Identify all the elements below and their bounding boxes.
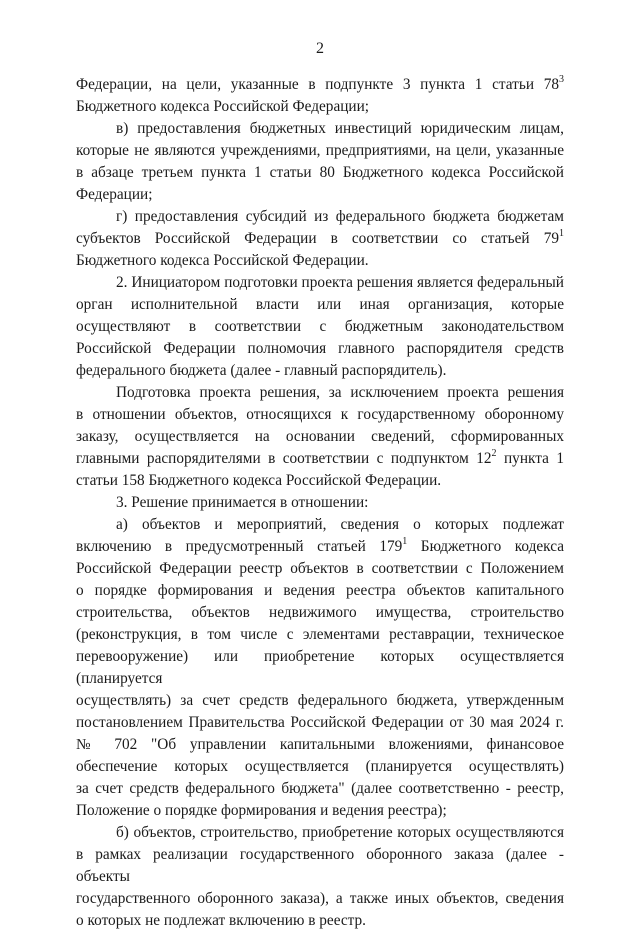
text-segment: постановлением Правительства Российской Федерации от 30 мая 2024 г.: [76, 714, 564, 731]
text-line: [76, 690, 564, 712]
text-line: [76, 756, 564, 778]
text-line: [76, 734, 564, 756]
text-line: [76, 404, 564, 426]
text-line: [76, 250, 564, 272]
text-line: [76, 74, 564, 96]
text-line: [76, 580, 564, 602]
text-segment: главными распорядителями в соответствии с подпунктом 12: [76, 450, 492, 467]
superscript: 2: [491, 447, 497, 459]
text-segment: № 702 "Об управлении капитальными вложениями, финансовое: [76, 736, 564, 753]
text-segment: которые не являются учреждениями, предприятиями, на цели, указанные: [76, 142, 564, 159]
text-segment: в) предоставления бюджетных инвестиций юридическим лицам,: [116, 120, 564, 137]
text-line: [76, 96, 564, 118]
text-segment: Бюджетного кодекса Российской Федерации;: [76, 98, 370, 115]
text-line: [76, 778, 564, 800]
text-line: [76, 140, 564, 162]
page-number: 2: [316, 40, 324, 57]
text-line: [76, 558, 564, 580]
text-segment: федерального бюджета (далее - главный распорядитель).: [76, 362, 447, 379]
text-segment: в рамках реализации государственного оборонного заказа (далее - объекты: [76, 846, 564, 885]
text-segment: статьи 158 Бюджетного кодекса Российской Федерации.: [76, 472, 442, 489]
superscript: 1: [559, 227, 564, 239]
text-line: [76, 118, 564, 140]
text-segment: субъектов Российской Федерации в соответствии со статьей 79: [76, 230, 559, 247]
text-line: [76, 316, 564, 338]
text-segment: осуществляют в соответствии с бюджетным законодательством: [76, 318, 564, 335]
text-segment: перевооружение) или приобретение которых осуществляется (планируется: [76, 648, 564, 687]
text-segment: Федерации;: [76, 186, 153, 203]
text-segment: государственного оборонного заказа), а также иных объектов, сведения: [76, 890, 564, 907]
text-line: [76, 646, 564, 690]
text-line: [76, 844, 564, 888]
paragraph: [76, 514, 564, 822]
text-line: [76, 536, 564, 558]
paragraph: [76, 382, 564, 492]
text-segment: Бюджетного кодекса Российской Федерации.: [76, 252, 369, 269]
text-line: [76, 800, 564, 822]
text-line: [76, 448, 564, 470]
paragraph: [76, 118, 564, 206]
text-line: [76, 184, 564, 206]
text-line: [76, 602, 564, 624]
text-line: [76, 162, 564, 184]
text-line: [76, 822, 564, 844]
text-line: [76, 492, 564, 514]
superscript: 1: [402, 535, 408, 547]
text-segment: в абзаце третьем пункта 1 статьи 80 Бюджетного кодекса Российской: [76, 164, 564, 181]
text-segment: орган исполнительной власти или иная организация, которые: [76, 296, 564, 313]
text-segment: осуществлять) за счет средств федерального бюджета, утвержденным: [76, 692, 564, 709]
text-line: [76, 888, 564, 910]
text-segment: Российской Федерации полномочия главного распорядителя средств: [76, 340, 564, 357]
text-segment: Российской Федерации реестр объектов в соответствии с Положением: [76, 560, 564, 577]
text-segment: г) предоставления субсидий из федерального бюджета бюджетам: [116, 208, 564, 225]
text-segment: 3. Решение принимается в отношении:: [116, 494, 369, 511]
document-body: [76, 74, 564, 932]
text-line: [76, 272, 564, 294]
text-segment: строительства, объектов недвижимого имущества, строительство: [76, 604, 564, 621]
text-line: [76, 338, 564, 360]
text-line: [76, 228, 564, 250]
text-line: [76, 360, 564, 382]
text-line: [76, 712, 564, 734]
text-segment: (реконструкция, в том числе с элементами реставрации, техническое: [76, 626, 564, 643]
text-segment: в отношении объектов, относящихся к государственному оборонному: [76, 406, 564, 423]
text-segment: о порядке формирования и ведения реестра объектов капитального: [76, 582, 564, 599]
text-line: [76, 514, 564, 536]
text-segment: включению в предусмотренный статьей 179: [76, 538, 403, 555]
paragraph: [76, 206, 564, 272]
text-line: [76, 382, 564, 404]
paragraph: [76, 822, 564, 932]
text-line: [76, 470, 564, 492]
text-segment: заказу, осуществляется на основании сведений, сформированных: [76, 428, 564, 445]
text-line: [76, 910, 564, 932]
paragraph: [76, 492, 564, 514]
text-segment: б) объектов, строительство, приобретение которых осуществляются: [116, 824, 564, 841]
text-segment: о которых не подлежат включению в реестр.: [76, 912, 367, 929]
text-segment: Федерации, на цели, указанные в подпункте 3 пункта 1 статьи 78: [76, 76, 559, 93]
paragraph: [76, 272, 564, 382]
text-line: [76, 426, 564, 448]
text-segment: за счет средств федерального бюджета" (далее соответственно - реестр,: [76, 780, 564, 797]
text-segment: Подготовка проекта решения, за исключением проекта решения: [116, 384, 564, 401]
superscript: 3: [559, 73, 564, 85]
text-segment: Бюджетного кодекса: [407, 538, 564, 555]
text-segment: Положение о порядке формирования и ведения реестра);: [76, 802, 447, 819]
text-segment: обеспечение которых осуществляется (планируется осуществлять): [76, 758, 564, 775]
text-segment: а) объектов и мероприятий, сведения о которых подлежат: [116, 516, 564, 533]
text-line: [76, 624, 564, 646]
paragraph: [76, 74, 564, 118]
text-line: [76, 206, 564, 228]
text-segment: пункта 1: [496, 450, 564, 467]
text-segment: 2. Инициатором подготовки проекта решения является федеральный: [116, 274, 564, 291]
text-line: [76, 294, 564, 316]
